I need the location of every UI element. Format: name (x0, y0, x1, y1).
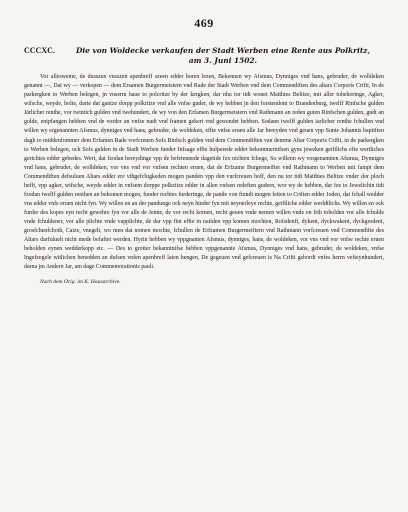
document-body: Vor allesweme, de dusszen vnsszen apenbreff szeen edder horen lezen, Bekennen wy Afsmus, Dynniges vnd hans, gebruder, de wolldeken genannt —, Dat wy — verkopen — dem Ersamen Burgermeistern vnd Rade der Stadt Werben vnd dem Commendiften des altars Corporis Crifti, In de parkergken to Werben belegen, jn vnserm haue to polcritze by der kergken, dar nhu tor tidt wonet Matthies Belitze, mit aller tobehoringe, Agker, wifsche, weyde, holte, darte dat gantze dorpp polkritze vnd alle vnfse guder, de wy hebben jn den forstendom to Brandenburg, twelff Rinfsche gulden Järlicher renthe, vor twintich gulden vnd twehundert, de wy von den Erfamen Burgermeistern vnd Rathmann an reden guten Rinfschen gulden, gudt an golde, entpfangen hebben vnd de vorder an vnfse nudt vnd framen gekert vnd gewendet hebben. Sodann twelff gulden iarlicher renthe fchullen vnd willen wy ergenannten Afsmus, dynniges vnd hans, gebruder, de woldeken, effte vnfse eruen alle Jar bereyden vnd geuen vpp Sunte Johannis baptiften dagh to middenfommer dem Erfamen Rade vorfcreuen Sofs Rinfsch gulden vnd dem Commendiften van demme Altar Corporis Crifti, in de parkergken to Werben belegen, ock Sofs gulden in de Stadt Werben funder Infsage effte hulperede edder bekummernifsen gyns jeweken geiftlichs efte wertliches gerichtes edder gebedes. Wert, dat fzodan bereydinge vpp de befetennede dagetide fzo nichten fchege, So willenn wy vorgenannten Afsmus, Dynniges vnd hans, gebruder, de wolldeken, vor vns vnd vor vnfsen rechten eruen, dat de Erfzame Burgermeifter vnd Rathmann to Werben mit fampt dem Commendiften defsuluen Altars edder ere vthgefchigkeden mogen panden vpp den vurfcreuen hoff, den nu tor tidt Matthies Belitze vnder dor ploch hefft, vpp agker, wifsche, weyde edder in vnfsem dorppe polkzitze edder in allen vnfsen redeften gudern, wor wy de hebben, dar fze to Jewelichin tidt fzodan twelff gulden renthen an bekomen mogen, funder rechtes furderinge, de pande von ftundt mogen fetten to Criften edder Joden, dat fchall wedder vns edder vnfe eruen nicht fyn. Wy willen en an der pandunge ock neyn hinder fyn mit neynerleye rechte, geiftliche edder werldtlichs. Wy willen en ock furder des kopes eyn recht gewehre fyn vor alle de Jenne, de vor recht komen, recht geuen vnde nemen willen vnde en frih toholden vor alle fchulde vnde fchuldener, vor alle plichte vnde vapplichte, de dar vpp fint effte in natiden vpp komen mochten, Rofsdenft, dykent, dyckwakent, dyckgrodent, grosfchenfchoth, Caize, vnegelt, wo men dat nomen mochte, fchullen de Erfzamen Burgermeiftern vnd Rathmann vorfcreuen vnd Commendifte des Altars darfuluelt nicht mede befaftet werden. Hyrin hebben wy vppgnanten Afsmus, dynniges, hans, de woldeken, vor vns vnd vor vnfse rechte eruen beholden eynen wedderkopp etc. — Des to grotter bekanntnifse hebben vppgenannte Afsmus, Dynniges vnd hans, gebruder, de woldeken, vnfse Ingefzegele witlichen benedden an dufsen vnfen apenbreff laten hengen, De gegeuen vnd gefcreuen is Na Crifti gebordt vnfes herrn vefteynhundert, darna jm Andern Jar, am dage Commemorationis pauli. (24, 74, 384, 271)
document-heading (24, 46, 384, 65)
document-title-line-1: Die von Woldecke verkaufen der Stadt Werben eine Rente aus Polkritz, (75, 46, 371, 55)
document-number: CCCXC. (24, 46, 55, 55)
page-number: 469 (194, 16, 214, 30)
document-title (62, 46, 384, 65)
source-footnote: Nach dem Orig. im K. Hausarchive. (40, 279, 121, 286)
document-title-line-2: am 3. Juni 1502. (188, 55, 258, 65)
